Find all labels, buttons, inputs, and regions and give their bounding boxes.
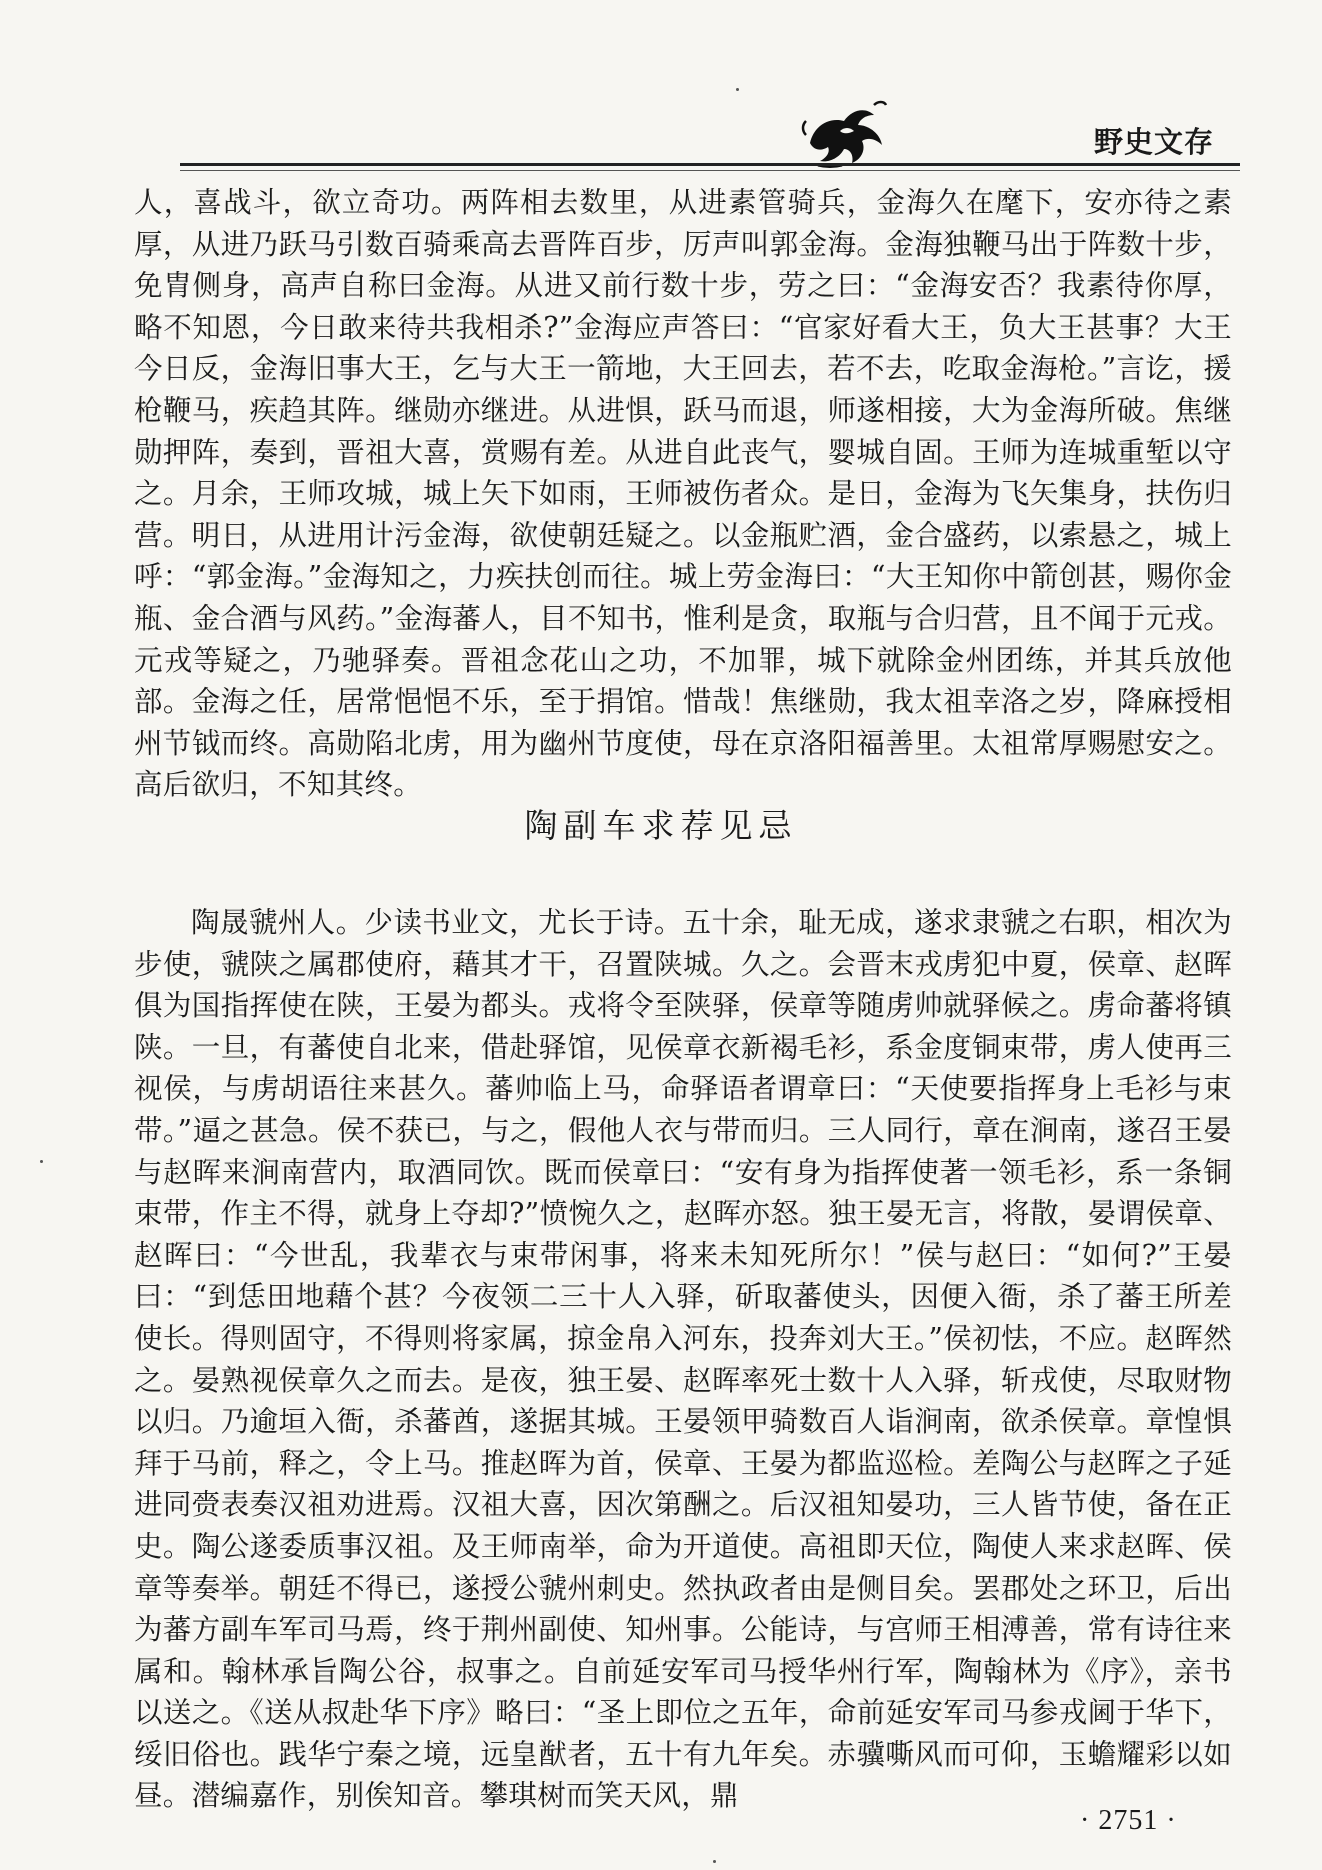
- scan-speck: [40, 1160, 43, 1163]
- scan-speck: [713, 1860, 716, 1863]
- header-rule-thin: [180, 170, 1240, 171]
- page-number: · 2751 ·: [1080, 1805, 1177, 1836]
- body-paragraph: 人，喜战斗，欲立奇功。两阵相去数里，从进素管骑兵，金海久在麾下，安亦待之素厚，从进乃跃马引数百骑乘高去晋阵百步，厉声叫郭金海。金海独鞭马出于阵数十步，免胄侧身，高声自称曰金海。从进又前行数十步，劳之曰：“金海安否？我素待你厚，略不知恩，今日敢来待共我相杀?”金海应声答曰：“官家好看大王，负大王甚事？大王今日反，金海旧事大王，乞与大王一箭地，大王回去，若不去，吃取金海枪。”言讫，援枪鞭马，疾趋其阵。继勋亦继进。从进惧，跃马而退，师遂相接，大为金海所破。焦继勋押阵，奏到，晋祖大喜，赏赐有差。从进自此丧气，婴城自固。王师为连城重堑以守之。月余，王师攻城，城上矢下如雨，王师被伤者众。是日，金海为飞矢集身，扶伤归营。明日，从进用计污金海，欲使朝廷疑之。以金瓶贮酒，金合盛药，以索悬之，城上呼：“郭金海。”金海知之，力疾扶创而往。城上劳金海曰：“大王知你中箭创甚，赐你金瓶、金合酒与风药。”金海蕃人，目不知书，惟利是贪，取瓶与合归营，且不闻于元戎。元戎等疑之，乃驰驿奏。晋祖念花山之功，不加罪，城下就除金州团练，并其兵放他部。金海之任，居常悒悒不乐，至于捐馆。惜哉！焦继勋，我太祖幸洛之岁，降麻授相州节钺而终。高勋陷北虏，用为幽州节度使，母在京洛阳福善里。太祖常厚赐慰安之。高后欲归，不知其终。: [134, 186, 1232, 802]
- section-title: 陶副车求荐见忌: [524, 806, 798, 845]
- series-title: 野史文存: [1094, 125, 1215, 159]
- page-header: [0, 0, 1322, 180]
- header-rule: [180, 163, 1240, 166]
- scan-speck: [736, 88, 739, 91]
- body-paragraph: 陶晟虢州人。少读书业文，尤长于诗。五十余，耻无成，遂求隶虢之右职，相次为步使，虢陕之属郡使府，藉其才干，召置陕城。久之。会晋末戎虏犯中夏，侯章、赵晖俱为国指挥使在陕，王晏为都头。戎将令至陕驿，侯章等随虏帅就驿候之。虏命蕃将镇陕。一旦，有蕃使自北来，借赴驿馆，见侯章衣新褐毛衫，系金度铜束带，虏人使再三视侯，与虏胡语往来甚久。蕃帅临上马，命驿语者谓章曰：“天使要指挥身上毛衫与束带。”逼之甚急。侯不获已，与之，假他人衣与带而归。三人同行，章在涧南，遂召王晏与赵晖来涧南营内，取酒同饮。既而侯章曰：“安有身为指挥使著一领毛衫，系一条铜束带，作主不得，就身上夺却?”愤惋久之，赵晖亦怒。独王晏无言，将散，晏谓侯章、赵晖曰：“今世乱，我辈衣与束带闲事，将来未知死所尔！”侯与赵曰：“如何?”王晏曰：“到恁田地藉个甚？今夜领二三十人入驿，斫取蕃使头，因便入衙，杀了蕃王所差使长。得则固守，不得则将家属，掠金帛入河东，投奔刘大王。”侯初怯，不应。赵晖然之。晏熟视侯章久之而去。是夜，独王晏、赵晖率死士数十人入驿，斩戎使，尽取财物以归。乃逾垣入衙，杀蕃酋，遂据其城。王晏领甲骑数百人诣涧南，欲杀侯章。章惶惧拜于马前，释之，令上马。推赵晖为首，侯章、王晏为都监巡检。差陶公与赵晖之子延进同赍表奏汉祖劝进焉。汉祖大喜，因次第酬之。后汉祖知晏功，三人皆节使，备在正史。陶公遂委质事汉祖。及王师南举，命为开道使。高祖即天位，陶使人来求赵晖、侯章等奏举。朝廷不得已，遂授公虢州刺史。然执政者由是侧目矣。罢郡处之环卫，后出为蕃方副车军司马焉，终于荆州副使、知州事。公能诗，与宫师王相溥善，常有诗往来属和。翰林承旨陶公谷，叔事之。自前延安军司马授华州行军，陶翰林为《序》，亲书以送之。《送从叔赴华下序》略曰：“圣上即位之五年，命前延安军司马参戎阃于华下，绥旧俗也。践华宁秦之境，远皇猷者，五十有九年矣。赤骥嘶风而可仰，玉蟾耀彩以如昼。潜编嘉作，别俟知音。攀琪树而笑天风，鼎: [134, 906, 1232, 1813]
